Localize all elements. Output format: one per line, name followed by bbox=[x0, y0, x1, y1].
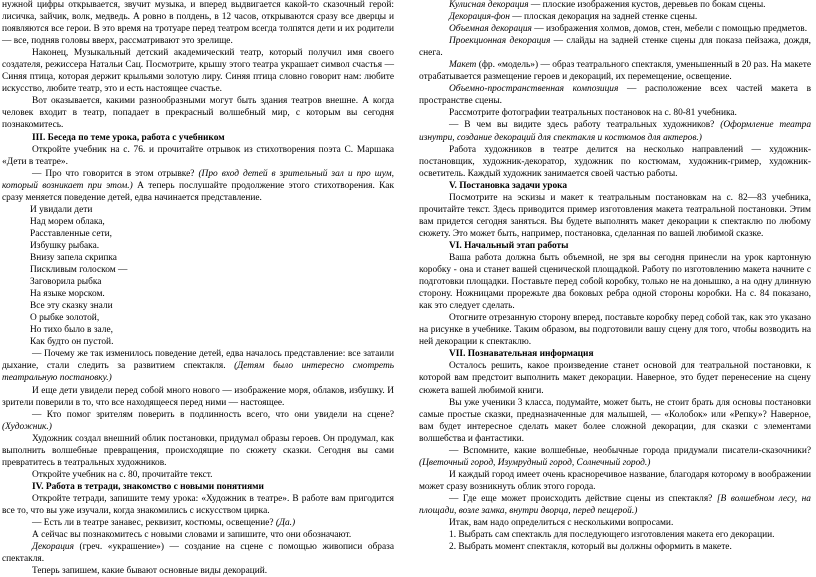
term: Декорация bbox=[32, 542, 74, 553]
term: Декорация-фон bbox=[449, 12, 510, 23]
paragraph: А сейчас вы познакомитесь с новыми словами и запишите, что они обозначают. bbox=[32, 530, 352, 541]
definition-text: (греч. «украшение») — создание на сцене с помощью живописи образа спектакля. bbox=[2, 542, 394, 565]
poem-line: На языке морском. bbox=[30, 289, 105, 300]
poem-line: Заговорила рыбка bbox=[30, 277, 102, 288]
answer-text: (Художник.) bbox=[2, 421, 52, 432]
paragraph: нужной цифры открывается, звучит музыка, и вперед выдвигается какой-то сказочный герой: лисичка, зайчик, волк, медведь. А ровно в полдень, в 12 часов, открываются сразу все дверцы и появляются все герои. В это время на тротуаре перед театром всегда толпятся дети и их родители — все, подняв головы вверх, рассматривают это зрелище. bbox=[2, 0, 394, 47]
definition-text: — изображения холмов, домов, стен, мебели с помощью предметов. bbox=[534, 24, 808, 35]
poem-line: И увидали дети bbox=[30, 204, 93, 215]
paragraph: Откройте тетради, запишите тему урока: «Художник в театре». В работе вам пригодится все то, что вы уже изучали, когда знакомились с искусством цирка. bbox=[2, 493, 394, 516]
paragraph: Художник создал внешний облик постановки, придумал образы героев. Он продумал, как выполнить волшебные превращения, происходящие по сюжету сказки. Сегодня вы сами превратитесь в театральных художников. bbox=[2, 433, 394, 468]
term: Кулисная декорация bbox=[449, 0, 529, 10]
paragraph: Работа художников в театре делится на несколько направлений — художник-постановщик, художник-декоратор, художник по костюмам, художник-гример, художник-осветитель. Каждый художник занимается своей частью работы. bbox=[419, 144, 811, 179]
question-text: — Где еще может происходить действие сцены из спектакля? bbox=[449, 493, 713, 504]
paragraph: И еще дети увидели перед собой много нового — изображение моря, облаков, избушку. И зрители поверили в то, что все находящееся перед ними — настоящее. bbox=[2, 385, 394, 408]
question-text: — Кто помог зрителям поверить в подлинность всего, что они увидели на сцене? bbox=[32, 409, 394, 420]
answer-text: (Да.) bbox=[275, 518, 296, 529]
paragraph: Теперь запишем, какие бывают основные виды декораций. bbox=[32, 566, 268, 577]
section-heading-7: VII. Познавательная информация bbox=[449, 349, 594, 360]
poem-line: Над морем облака, bbox=[30, 216, 105, 227]
section-heading-3: III. Беседа по теме урока, работа с учебником bbox=[32, 132, 225, 143]
section-heading-6: VI. Начальный этап работы bbox=[449, 240, 569, 251]
term: Проекционная декорация bbox=[449, 36, 551, 47]
term: Макет bbox=[449, 60, 477, 71]
paragraph: Посмотрите на эскизы и макет к театральным постановкам на с. 82—83 учебника, прочитайте текст. Здесь приводится пример изготовления макета театральной постановки. Этим вам придется сегодня заняться. Вы будете выполнять макет декорации к спектаклю по любому сюжету. Это может быть, например, постановка, сделанная по вашей любимой сказке. bbox=[419, 192, 811, 239]
definition bbox=[419, 83, 811, 107]
definition-text: (фр. «модель») — образ театрального спектакля, уменьшенный в 20 раз. На макете отрабатывается размещение героев и декораций, их перемещение, освещение. bbox=[419, 60, 811, 83]
answer-text: (Цветочный город, Изумрудный город, Солнечный город.) bbox=[419, 457, 651, 468]
section-heading-5: V. Постановка задачи урока bbox=[449, 180, 568, 191]
poem-line: О рыбке золотой, bbox=[30, 313, 100, 324]
section-heading-4: IV. Работа в тетради, знакомство с новыми понятиями bbox=[32, 481, 264, 492]
question-text: — Вспомните, какие волшебные, необычные города придумали писатели-сказочники? bbox=[449, 445, 811, 456]
definition bbox=[2, 541, 394, 565]
paragraph: Отогните отрезанную сторону вперед, поставьте коробку перед собой так, как это указано на рисунке в учебнике. Таким образом, вы подготовили вашу сцену для того, чтобы возводить на ней декорации к спектаклю. bbox=[419, 313, 811, 348]
question-text: — В чем вы видите здесь работу театральных художников? bbox=[449, 120, 715, 131]
paragraph bbox=[419, 493, 811, 517]
answer-text: (Детям было интересно смотреть театральную постановку.) bbox=[2, 361, 394, 384]
poem-line: Все эту сказку знали bbox=[30, 301, 113, 312]
paragraph: Наконец, Музыкальный детский академический театр, который получил имя своего создателя, режиссера Натальи Сац. Посмотрите, крышу этого театра украшает символ счастья — Синяя птица, которая держит крыльями золотую лиру. Синяя птица словно говорит нам: любите искусство, любите театр, это и есть настоящее счастье. bbox=[2, 48, 394, 95]
definition bbox=[419, 59, 811, 83]
paragraph: Вы уже ученики 3 класса, подумайте, может быть, не стоит брать для основы постановки самые простые сказки, предназначенные для малышей, — «Колобок» или «Репку»? Наверное, вам будет интересное сделать макет более сложной декорации, для сказки с элементами волшебства и фантастики. bbox=[419, 397, 811, 444]
paragraph-tail: А теперь послушайте продолжение этого стихотворения. Как сразу меняется поведение детей, едва начинается представление. bbox=[2, 180, 395, 203]
definition bbox=[419, 11, 811, 23]
term: Объемно-пространственная композиция bbox=[449, 84, 619, 95]
poem-line: Расставленные сети, bbox=[30, 228, 112, 239]
paragraph: Осталось решить, какое произведение станет основой для театральной постановки, к которой вам предстоит выполнить макет декорации. Наверное, это будет перенесение на сцену сюжета вашей любимой книги. bbox=[419, 361, 811, 396]
paragraph bbox=[2, 168, 394, 204]
poem-line: Внизу запела скрипка bbox=[30, 252, 117, 263]
poem bbox=[2, 204, 394, 349]
right-column bbox=[419, 0, 811, 553]
definition bbox=[419, 35, 811, 59]
question-text: — Почему же так изменилось поведение детей, едва началось представление: все затаили дыхание, стали следить за развитием спектакля. bbox=[2, 349, 394, 372]
answer-text: (Про вход детей в зрительный зал и про шум, который возникает при этом.) bbox=[2, 168, 394, 191]
poem-line: Избушку рыбака. bbox=[30, 240, 100, 251]
definition-text: — расположение всех частей макета в пространстве сцены. bbox=[419, 84, 812, 107]
poem-line: Но тихо было в зале, bbox=[30, 325, 113, 336]
term: Объемная декорация bbox=[449, 24, 532, 35]
list-item: 1. Выбрать сам спектакль для последующего изготовления макета его декорации. bbox=[449, 530, 775, 541]
paragraph bbox=[2, 409, 394, 433]
paragraph bbox=[2, 348, 394, 384]
poem-line: Как будто он пустой. bbox=[30, 337, 114, 348]
definition bbox=[419, 0, 811, 11]
question-text: — Есть ли в театре занавес, реквизит, костюмы, освещение? bbox=[32, 518, 274, 529]
paragraph: Итак, вам надо определиться с несколькими вопросами. bbox=[449, 518, 674, 529]
paragraph bbox=[419, 445, 811, 469]
paragraph: Ваша работа должна быть объемной, не зря вы сегодня принесли на урок картонную коробку - она и станет вашей сценической площадкой. Работу по изготовлению макета начните с подготовки площадки. Поставьте перед собой коробку, только не на донышко, а на одну длинную сторону. Ножницами прорежьте два боковых ребра одной стороны коробки. На с. 84 показано, как это следует сделать. bbox=[419, 252, 811, 312]
definition-text: — слайды на задней стенке сцены для показа пейзажа, дождя, снега. bbox=[419, 36, 811, 59]
paragraph: И каждый город имеет очень красноречивое название, благодаря которому в воображении может сразу возникнуть облик этого города. bbox=[419, 469, 811, 492]
question-text: — Про что говорится в этом отрывке? bbox=[32, 168, 195, 179]
paragraph bbox=[2, 517, 394, 529]
answer-text: (Оформление театра изнутри, создание декораций для спектакля и костюмов для актеров.) bbox=[419, 120, 812, 143]
poem-line: Пискливым голоском — bbox=[30, 265, 128, 276]
definition-text: — плоские изображения кустов, деревьев по бокам сцены. bbox=[530, 0, 766, 10]
paragraph: Откройте учебник на с. 76. и прочитайте отрывок из стихотворения поэта С. Маршака «Дети в театре». bbox=[2, 144, 394, 167]
paragraph bbox=[419, 119, 811, 143]
paragraph: Откройте учебник на с. 80, прочитайте текст. bbox=[32, 469, 213, 480]
answer-text: [В волшебном лесу, на площади, возле замка, внутри дворца, перед пещерой.) bbox=[419, 493, 811, 516]
definition bbox=[419, 23, 811, 35]
paragraph: Вот оказывается, какими разнообразными могут быть здания театров внешне. А когда человек входит в театр, попадает в прекрасный волшебный мир, с которым вы сегодня познакомитесь. bbox=[2, 96, 394, 131]
left-column bbox=[2, 0, 394, 577]
list-item: 2. Выбрать момент спектакля, который вы должны оформить в макете. bbox=[449, 542, 732, 553]
paragraph: Рассмотрите фотографии театральных постановок на с. 80-81 учебника. bbox=[449, 108, 737, 119]
definition-text: — плоская декорация на задней стенке сцены. bbox=[512, 12, 698, 23]
